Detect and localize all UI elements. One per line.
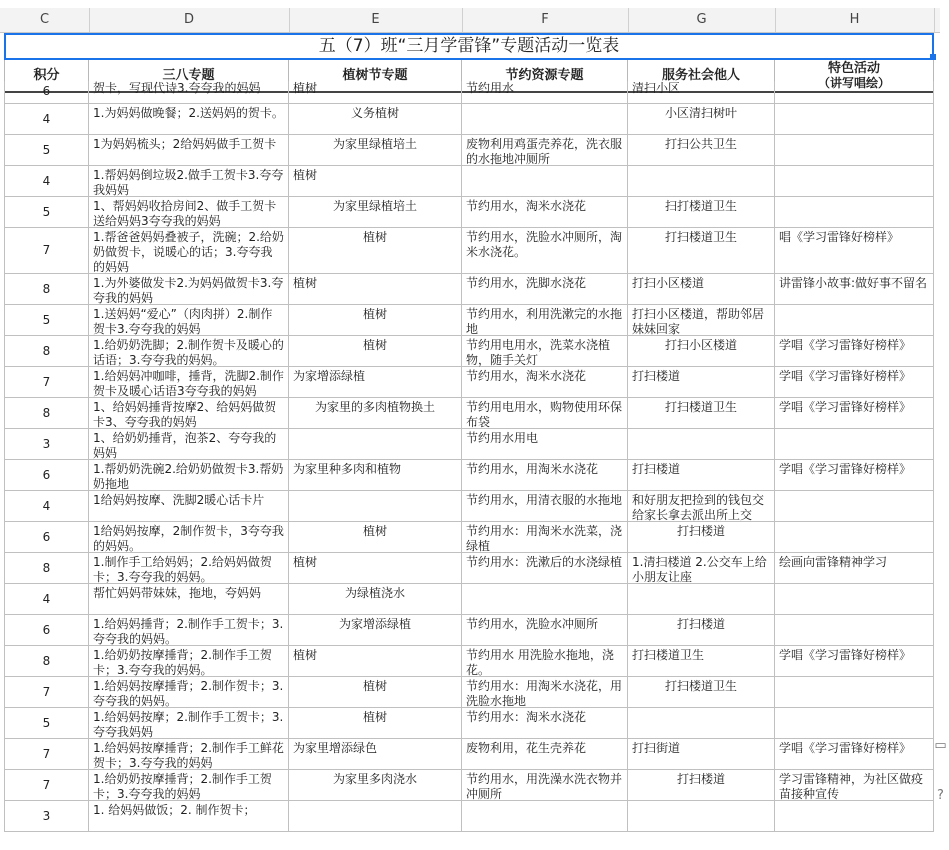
- cell-women-day[interactable]: 1.给妈妈冲咖啡，捶背，洗脚2.制作贺卡及暖心话语3夸夸我的妈妈: [89, 367, 289, 397]
- cell-arbor-day[interactable]: 植树: [289, 305, 462, 335]
- cell-score[interactable]: 6: [4, 615, 89, 645]
- cell-serve-society[interactable]: 扫打楼道卫生: [628, 197, 775, 227]
- cell-arbor-day[interactable]: [289, 429, 462, 459]
- table-row: [4, 708, 934, 739]
- column-letter-g[interactable]: G: [628, 8, 776, 32]
- side-panel-icon[interactable]: ▭: [934, 738, 947, 753]
- table-row: [4, 801, 934, 832]
- header-women-day[interactable]: 三八专题: [89, 60, 289, 93]
- cell-serve-society[interactable]: [628, 584, 775, 614]
- cell-score[interactable]: 5: [4, 305, 89, 335]
- cell-save-resources[interactable]: 节约用水: [462, 81, 628, 103]
- cell-arbor-day[interactable]: 植树: [289, 81, 462, 103]
- cell-arbor-day[interactable]: 为家里的多肉植物换土: [289, 398, 462, 428]
- cell-women-day[interactable]: 1.给妈妈捶背；2.制作手工贺卡；3.夸夸我的妈妈。: [89, 615, 289, 645]
- cell-score[interactable]: 6: [4, 81, 89, 103]
- cell-score[interactable]: 7: [4, 739, 89, 769]
- cell-serve-society[interactable]: 打扫楼道: [628, 460, 775, 490]
- cell-women-day[interactable]: 1.送妈妈“爱心”（肉肉拼）2.制作贺卡3.夸夸我的妈妈: [89, 305, 289, 335]
- table-row: [4, 104, 934, 135]
- cell-serve-society[interactable]: 清扫小区: [628, 81, 775, 103]
- column-letter-f[interactable]: F: [462, 8, 629, 32]
- table-row: [4, 584, 934, 615]
- cell-special-activity[interactable]: [775, 81, 934, 103]
- cell-special-activity[interactable]: 学唱《学习雷锋好榜样》: [775, 398, 934, 428]
- cell-score[interactable]: 7: [4, 770, 89, 800]
- cell-arbor-day[interactable]: 为家里多肉浇水: [289, 770, 462, 800]
- cell-special-activity[interactable]: [775, 491, 934, 521]
- cell-women-day[interactable]: 1.帮妈妈倒垃圾2.做手工贺卡3.夸夸我妈妈: [89, 166, 289, 196]
- cell-special-activity[interactable]: 唱《学习雷锋好榜样》: [775, 228, 934, 273]
- cell-arbor-day[interactable]: 为家里绿植培土: [289, 135, 462, 165]
- cell-save-resources[interactable]: 节约用水：用淘米水浇花，用洗脸水拖地: [462, 677, 628, 707]
- table-row: [4, 460, 934, 491]
- cell-women-day[interactable]: 1、给奶奶捶背，泡茶2、夸夸我的妈妈: [89, 429, 289, 459]
- cell-save-resources[interactable]: 节约用水，利用洗漱完的水拖地: [462, 305, 628, 335]
- cell-score[interactable]: 4: [4, 584, 89, 614]
- cell-arbor-day[interactable]: [289, 801, 462, 831]
- cell-save-resources[interactable]: 节约用水，淘米水浇花: [462, 197, 628, 227]
- cell-score[interactable]: 5: [4, 708, 89, 738]
- column-letter-h[interactable]: H: [775, 8, 935, 32]
- table-row: [4, 677, 934, 708]
- cell-arbor-day[interactable]: 植树: [289, 677, 462, 707]
- table-row: [4, 228, 934, 274]
- cell-score[interactable]: 4: [4, 166, 89, 196]
- cell-special-activity[interactable]: 绘画向雷锋精神学习: [775, 553, 934, 583]
- cell-save-resources[interactable]: [462, 584, 628, 614]
- cell-save-resources[interactable]: 废物利用，花生壳养花: [462, 739, 628, 769]
- cell-women-day[interactable]: 1.给奶奶洗脚；2.制作贺卡及暖心的话语；3.夸夸我的妈妈。: [89, 336, 289, 366]
- column-letter-c[interactable]: C: [0, 8, 90, 32]
- cell-serve-society[interactable]: 和好朋友把捡到的钱包交给家长拿去派出所上交: [628, 491, 775, 521]
- cell-serve-society[interactable]: [628, 166, 775, 196]
- cell-score[interactable]: 7: [4, 228, 89, 273]
- cell-arbor-day[interactable]: 植树: [289, 166, 462, 196]
- cell-score[interactable]: 6: [4, 460, 89, 490]
- cell-serve-society[interactable]: [628, 708, 775, 738]
- cell-arbor-day[interactable]: 植树: [289, 228, 462, 273]
- cell-special-activity[interactable]: 学唱《学习雷锋好榜样》: [775, 739, 934, 769]
- table-row: [4, 197, 934, 228]
- cell-score[interactable]: 7: [4, 677, 89, 707]
- cell-arbor-day[interactable]: 为家增添绿植: [289, 615, 462, 645]
- header-save-resources[interactable]: 节约资源专题: [462, 60, 628, 93]
- cell-score[interactable]: 3: [4, 429, 89, 459]
- cell-save-resources[interactable]: [462, 104, 628, 134]
- cell-women-day[interactable]: 1给妈妈按摩、洗脚2暖心话卡片: [89, 491, 289, 521]
- table-row: [4, 522, 934, 553]
- cell-special-activity[interactable]: 讲雷锋小故事:做好事不留名: [775, 274, 934, 304]
- cell-save-resources[interactable]: 节约用水，用洗澡水洗衣物并冲厕所: [462, 770, 628, 800]
- cell-save-resources[interactable]: [462, 166, 628, 196]
- cell-arbor-day[interactable]: 植树: [289, 646, 462, 676]
- header-special-activity-line2: （讲写唱绘）: [817, 75, 890, 90]
- cell-arbor-day[interactable]: 植树: [289, 522, 462, 552]
- column-letter-e[interactable]: E: [289, 8, 463, 32]
- cell-score[interactable]: 5: [4, 197, 89, 227]
- cell-save-resources[interactable]: 节约用水 用洗脸水拖地，浇花。: [462, 646, 628, 676]
- cell-save-resources[interactable]: 节约用水，洗脸水冲厕所，淘米水浇花。: [462, 228, 628, 273]
- cell-serve-society[interactable]: 打扫楼道卫生: [628, 677, 775, 707]
- cell-save-resources[interactable]: 节约用水，洗脸水冲厕所: [462, 615, 628, 645]
- cell-women-day[interactable]: 1、给妈妈捶背按摩2、给妈妈做贺卡3、夸夸我的妈妈: [89, 398, 289, 428]
- cell-score[interactable]: 6: [4, 522, 89, 552]
- cell-save-resources[interactable]: 节约用水用电: [462, 429, 628, 459]
- cell-score[interactable]: 4: [4, 491, 89, 521]
- cell-save-resources[interactable]: 节约用电用水，购物使用环保布袋: [462, 398, 628, 428]
- cell-women-day[interactable]: 1为妈妈梳头；2给妈妈做手工贺卡: [89, 135, 289, 165]
- help-icon[interactable]: ?: [937, 788, 944, 803]
- cell-women-day[interactable]: 1.给奶奶按摩捶背；2.制作手工贺卡；3.夸夸我的妈妈。: [89, 646, 289, 676]
- table-row: [4, 166, 934, 197]
- cell-serve-society[interactable]: 打扫小区楼道: [628, 274, 775, 304]
- cell-women-day[interactable]: 1.制作手工给妈妈；2.给妈妈做贺卡；3.夸夸我的妈妈。: [89, 553, 289, 583]
- cell-score[interactable]: 8: [4, 274, 89, 304]
- cell-women-day[interactable]: 1.给奶奶按摩捶背；2.制作手工贺卡；3.夸夸我的妈妈: [89, 770, 289, 800]
- table-row: [4, 739, 934, 770]
- cell-score[interactable]: 8: [4, 336, 89, 366]
- cell-save-resources[interactable]: 节约用水：用淘米水洗菜，浇绿植: [462, 522, 628, 552]
- cell-arbor-day[interactable]: 植树: [289, 336, 462, 366]
- cell-women-day[interactable]: 1给妈妈按摩，2制作贺卡，3夸夸我的妈妈。: [89, 522, 289, 552]
- cell-arbor-day[interactable]: 植树: [289, 553, 462, 583]
- cell-special-activity[interactable]: [775, 135, 934, 165]
- cell-serve-society[interactable]: 打扫楼道: [628, 770, 775, 800]
- sheet-title-cell[interactable]: 五（7）班“三月学雷锋”专题活动一览表: [4, 33, 934, 60]
- cell-serve-society[interactable]: 打扫楼道卫生: [628, 398, 775, 428]
- cell-arbor-day[interactable]: 植树: [289, 708, 462, 738]
- cell-arbor-day[interactable]: [289, 491, 462, 521]
- column-letter-d[interactable]: D: [89, 8, 290, 32]
- cell-women-day[interactable]: 1.给妈妈按摩捶背；2.制作手工鲜花贺卡；3.夸夸我的妈妈: [89, 739, 289, 769]
- cell-save-resources[interactable]: 节约用水：淘米水浇花: [462, 708, 628, 738]
- cell-arbor-day[interactable]: 为家里种多肉和植物: [289, 460, 462, 490]
- cell-special-activity[interactable]: [775, 305, 934, 335]
- cell-serve-society[interactable]: 打扫楼道: [628, 522, 775, 552]
- cell-save-resources[interactable]: 节约用电用水，洗菜水浇植物，随手关灯: [462, 336, 628, 366]
- cell-score[interactable]: 8: [4, 553, 89, 583]
- cell-special-activity[interactable]: 学唱《学习雷锋好榜样》: [775, 336, 934, 366]
- cell-special-activity[interactable]: 学唱《学习雷锋好榜样》: [775, 367, 934, 397]
- cell-special-activity[interactable]: [775, 801, 934, 831]
- cell-arbor-day[interactable]: 义务植树: [289, 104, 462, 134]
- table-row: [4, 305, 934, 336]
- cell-save-resources[interactable]: 废物利用鸡蛋壳养花，洗衣服的水拖地冲厕所: [462, 135, 628, 165]
- cell-score[interactable]: 8: [4, 398, 89, 428]
- cell-save-resources[interactable]: 节约用水，洗脚水浇花: [462, 274, 628, 304]
- cell-special-activity[interactable]: [775, 615, 934, 645]
- cell-women-day[interactable]: 1.为外婆做发卡2.为妈妈做贺卡3.夸夸我的妈妈: [89, 274, 289, 304]
- cell-special-activity[interactable]: [775, 197, 934, 227]
- cell-special-activity[interactable]: 学唱《学习雷锋好榜样》: [775, 646, 934, 676]
- cell-women-day[interactable]: 贺卡，写现代诗3.夸夸我的妈妈: [89, 81, 289, 103]
- cell-serve-society[interactable]: 打扫楼道卫生: [628, 228, 775, 273]
- table-row: [4, 135, 934, 166]
- table-row: [4, 398, 934, 429]
- cell-score[interactable]: 3: [4, 801, 89, 831]
- cell-special-activity[interactable]: [775, 708, 934, 738]
- cell-arbor-day[interactable]: 为家里绿植培土: [289, 197, 462, 227]
- table-row: [4, 274, 934, 305]
- cell-save-resources[interactable]: 节约用水，用清衣服的水拖地: [462, 491, 628, 521]
- cell-save-resources[interactable]: 节约用水，用淘米水浇花: [462, 460, 628, 490]
- cell-women-day[interactable]: 1.给妈妈按摩；2.制作手工贺卡；3.夸夸我妈妈: [89, 708, 289, 738]
- cell-serve-society[interactable]: 打扫楼道: [628, 615, 775, 645]
- cell-serve-society[interactable]: 1.清扫楼道 2.公交车上给小朋友让座: [628, 553, 775, 583]
- cell-women-day[interactable]: 帮忙妈妈带妹妹，拖地，夸妈妈: [89, 584, 289, 614]
- cell-special-activity[interactable]: [775, 166, 934, 196]
- cell-score[interactable]: 8: [4, 646, 89, 676]
- cell-special-activity[interactable]: [775, 584, 934, 614]
- cell-serve-society[interactable]: [628, 801, 775, 831]
- cell-arbor-day[interactable]: 为家里增添绿色: [289, 739, 462, 769]
- header-score[interactable]: 积分: [4, 60, 89, 93]
- cell-women-day[interactable]: 1.帮奶奶洗碗2.给奶奶做贺卡3.帮奶奶拖地: [89, 460, 289, 490]
- table-row: [4, 553, 934, 584]
- table-row: [4, 336, 934, 367]
- cell-special-activity[interactable]: 学习雷锋精神，为社区做疫苗接种宣传: [775, 770, 934, 800]
- cell-score[interactable]: 4: [4, 104, 89, 134]
- cell-special-activity[interactable]: [775, 522, 934, 552]
- table-row: [4, 770, 934, 801]
- cell-score[interactable]: 5: [4, 135, 89, 165]
- cell-serve-society[interactable]: 打扫公共卫生: [628, 135, 775, 165]
- cell-special-activity[interactable]: [775, 677, 934, 707]
- cell-special-activity[interactable]: 学唱《学习雷锋好榜样》: [775, 460, 934, 490]
- cell-serve-society[interactable]: 打扫小区楼道，帮助邻居妹妹回家: [628, 305, 775, 335]
- cell-save-resources[interactable]: [462, 801, 628, 831]
- cell-serve-society[interactable]: 打扫街道: [628, 739, 775, 769]
- cell-save-resources[interactable]: 节约用水，淘米水浇花: [462, 367, 628, 397]
- cell-save-resources[interactable]: 节约用水：洗漱后的水浇绿植: [462, 553, 628, 583]
- cell-women-day[interactable]: 1.帮爸爸妈妈叠被子，洗碗；2.给奶奶做贺卡，说暖心的话；3.夸夸我的妈妈: [89, 228, 289, 273]
- cell-women-day[interactable]: 1.给妈妈按摩捶背；2.制作贺卡；3.夸夸我的妈妈。: [89, 677, 289, 707]
- header-serve-society[interactable]: 服务社会他人: [628, 60, 775, 93]
- cell-serve-society[interactable]: [628, 429, 775, 459]
- column-header-bar: [0, 8, 940, 33]
- cell-serve-society[interactable]: 小区清扫树叶: [628, 104, 775, 134]
- table-row: [4, 615, 934, 646]
- cell-women-day[interactable]: 1、帮妈妈收拾房间2、做手工贺卡送给妈妈3夸夸我的妈妈: [89, 197, 289, 227]
- cell-special-activity[interactable]: [775, 104, 934, 134]
- header-special-activity-line1: 特色活动: [827, 60, 880, 76]
- cell-serve-society[interactable]: 打扫楼道: [628, 367, 775, 397]
- cell-serve-society[interactable]: 打扫楼道卫生: [628, 646, 775, 676]
- cell-women-day[interactable]: 1.为妈妈做晚餐；2.送妈妈的贺卡。: [89, 104, 289, 134]
- cell-score[interactable]: 7: [4, 367, 89, 397]
- table-row: [4, 491, 934, 522]
- cell-arbor-day[interactable]: 植树: [289, 274, 462, 304]
- table-row: [4, 429, 934, 460]
- table-row: [4, 367, 934, 398]
- table-row: [4, 646, 934, 677]
- cell-serve-society[interactable]: 打扫小区楼道: [628, 336, 775, 366]
- header-arbor-day[interactable]: 植树节专题: [289, 60, 462, 93]
- cell-women-day[interactable]: 1. 给妈妈做饭；2. 制作贺卡；: [89, 801, 289, 831]
- cell-arbor-day[interactable]: 为绿植浇水: [289, 584, 462, 614]
- cell-arbor-day[interactable]: 为家增添绿植: [289, 367, 462, 397]
- cell-special-activity[interactable]: [775, 429, 934, 459]
